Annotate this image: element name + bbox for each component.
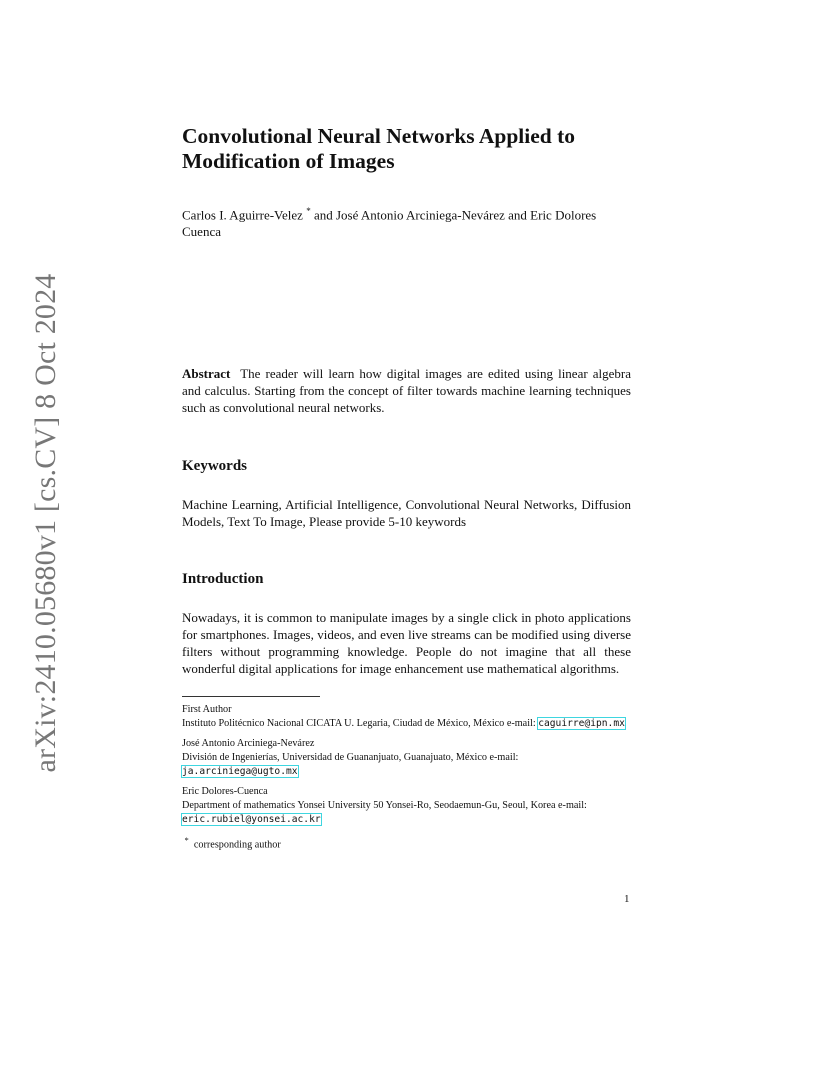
footnotes xyxy=(182,703,631,852)
author-list xyxy=(182,203,631,240)
email-link[interactable]: caguirre@ipn.mx xyxy=(538,718,625,729)
footnote-name: Eric Dolores-Cuenca xyxy=(182,786,268,797)
author-1: Carlos I. Aguirre-Velez xyxy=(182,207,303,223)
title-line-2: Modification of Images xyxy=(182,149,395,173)
abstract-label: Abstract xyxy=(182,366,231,381)
footnote-affiliation: Department of mathematics Yonsei University 50 Yonsei-Ro, Seodaemun-Gu, Seoul, Korea e-mail: eric.rubiel@yonsei.ac.kr xyxy=(182,800,587,825)
page-number: 1 xyxy=(624,893,630,905)
footnote-second-author xyxy=(182,737,631,779)
introduction-text: Nowadays, it is common to manipulate images by a single click in photo applications for smartphones. Images, videos, and even live streams can be modified using diverse filters without programming knowledge. People do not imagine that all these wonderful digital applications for image enhancement use mathematical algorithms. xyxy=(182,610,631,676)
arxiv-sidebar xyxy=(24,273,68,773)
corresponding-star: * xyxy=(184,835,189,845)
corresponding-star: * xyxy=(306,206,311,216)
keywords-heading: Keywords xyxy=(182,458,247,474)
footnote-affiliation: División de Ingenierías, Universidad de Guananjuato, Guanajuato, México e-mail: ja.arciniega@ugto.mx xyxy=(182,752,519,777)
title-line-1: Convolutional Neural Networks Applied to xyxy=(182,124,576,148)
keywords-text: Machine Learning, Artificial Intelligence, Convolutional Neural Networks, Diffusion Models, Text To Image, Please provide 5-10 keywords xyxy=(182,497,631,529)
footnote-name: First Author xyxy=(182,704,232,715)
abstract-text: The reader will learn how digital images are edited using linear algebra and calculus. Starting from the concept of filter towards machine learning techniques such as convolutional neural networks. xyxy=(182,366,631,415)
abstract xyxy=(182,365,631,416)
introduction-heading: Introduction xyxy=(182,571,264,587)
corresponding-author-note: * corresponding author xyxy=(184,835,281,851)
email-link[interactable]: ja.arciniega@ugto.mx xyxy=(182,766,298,777)
footnote-name: José Antonio Arciniega-Nevárez xyxy=(182,738,315,749)
paper-title xyxy=(182,124,631,174)
other-authors: and José Antonio Arciniega-Nevárez and Eric Dolores Cuenca xyxy=(182,207,597,240)
footnote-third-author xyxy=(182,785,631,827)
arxiv-identifier: arXiv:2410.05680v1 [cs.CV] 8 Oct 2024 xyxy=(29,273,62,773)
footnote-first-author xyxy=(182,703,631,731)
footnote-divider xyxy=(182,696,320,697)
footnote-affiliation: Instituto Politécnico Nacional CICATA U. Legaria, Ciudad de México, México e-mail: caguirre@ipn.mx xyxy=(182,718,625,729)
email-link[interactable]: eric.rubiel@yonsei.ac.kr xyxy=(182,814,321,825)
